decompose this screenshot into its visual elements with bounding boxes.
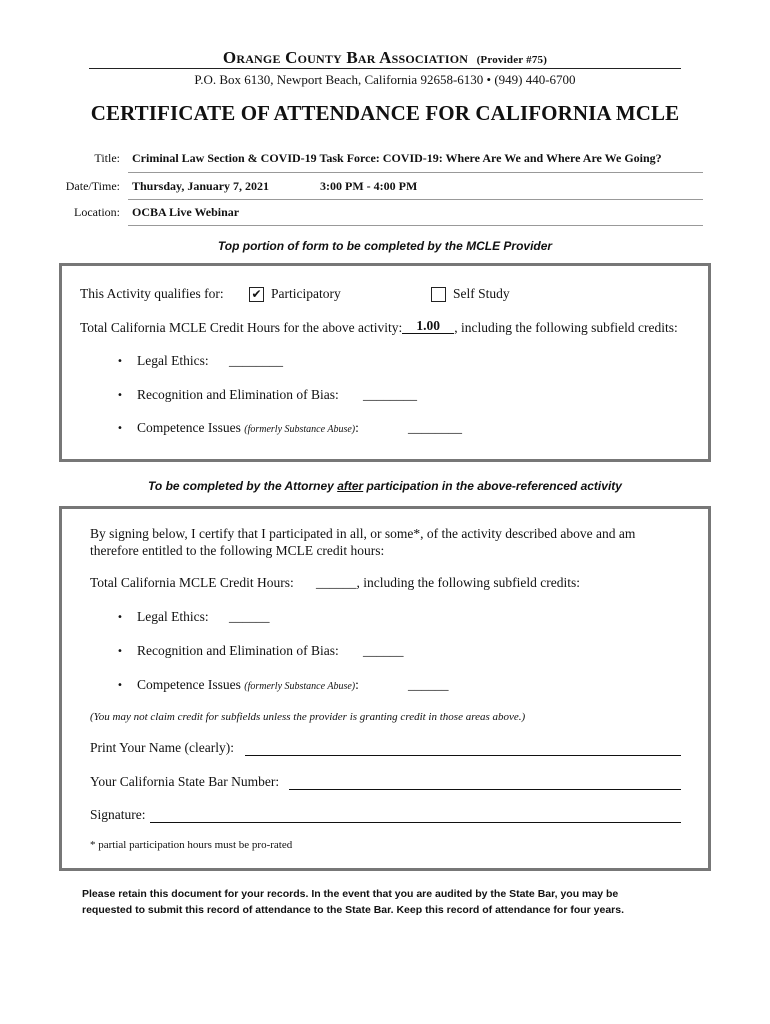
credit-hours-suffix: , including the following subfield credits: [454,320,678,335]
retention-notice [82,886,682,918]
certify-statement [90,525,635,559]
attorney-competence-line [137,677,359,693]
header-rule [89,68,681,69]
location-underline [128,225,703,226]
bias-blank[interactable]: ________ [363,387,417,402]
bullet-icon: • [117,646,123,657]
signature-field[interactable] [150,822,681,823]
credit-hours-value: 1.00 [402,319,454,334]
competence-label: Competence Issues [137,420,241,435]
attorney-competence-colon: : [355,677,359,692]
location-label: Location: [74,205,120,219]
attorney-legal-ethics-blank[interactable]: ______ [229,609,270,624]
datetime-label: Date/Time: [65,179,120,193]
legal-ethics-label: Legal Ethics: [137,353,209,368]
self-study-label: Self Study [453,286,510,301]
location-value: OCBA Live Webinar [132,205,240,219]
competence-line [137,420,359,436]
attorney-credit-hours-line [316,575,580,591]
certify-line-2: therefore entitled to the following MCLE credit hours: [90,543,385,558]
title-underline [128,172,703,173]
attorney-bias-blank[interactable]: ______ [363,643,404,658]
datetime-underline [128,199,703,200]
time-value: 3:00 PM - 4:00 PM [320,179,418,193]
provider-section-note: Top portion of form to be completed by the MCLE Provider [217,239,553,253]
subfield-note: (You may not claim credit for subfields unless the provider is granting credit in those areas above.) [90,711,526,723]
attorney-credit-hours-suffix: , including the following subfield credits: [356,575,580,590]
credit-hours-line [80,319,678,336]
organization-name [0,48,770,68]
title-value: Criminal Law Section & COVID-19 Task Force: COVID-19: Where Are We and Where Are We Going? [132,151,662,165]
bar-number-field[interactable] [289,789,681,790]
print-name-field[interactable] [245,755,681,756]
retention-notice-line-2: requested to submit this record of attendance to the State Bar. Keep this record of attendance for four years. [82,904,625,916]
bullet-icon: • [117,423,123,434]
self-study-checkbox[interactable] [431,287,446,302]
certificate-title: CERTIFICATE OF ATTENDANCE FOR CALIFORNIA MCLE [90,101,680,125]
bullet-icon: • [117,390,123,401]
provider-section-box [59,263,711,462]
attorney-section-box [59,506,711,871]
partial-participation-note: * partial participation hours must be pro-rated [90,839,293,851]
signature-label: Signature: [90,807,146,822]
legal-ethics-blank[interactable]: ________ [229,353,283,368]
qualifies-label: This Activity qualifies for: [80,286,224,301]
bullet-icon: • [117,612,123,623]
attorney-competence-label: Competence Issues [137,677,241,692]
date-value: Thursday, January 7, 2021 [132,179,270,193]
print-name-label: Print Your Name (clearly): [90,740,234,755]
competence-colon: : [355,420,359,435]
attorney-credit-hours-label: Total California MCLE Credit Hours: [90,575,294,590]
bias-label: Recognition and Elimination of Bias: [137,387,339,402]
attorney-note-before: To be completed by the Attorney [148,479,338,493]
attorney-legal-ethics-label: Legal Ethics: [137,609,209,624]
attorney-note-after: participation in the above-referenced activity [363,479,622,493]
retention-notice-line-1: Please retain this document for your records. In the event that you are audited by the State Bar, you may be [82,888,619,900]
attorney-credit-hours-blank[interactable]: ______ [316,575,357,590]
certify-line-1: By signing below, I certify that I participated in all, or some*, of the activity described above and am [90,526,636,541]
attorney-competence-blank[interactable]: ______ [408,677,449,692]
attorney-competence-note: (formerly Substance Abuse) [244,681,356,692]
organization-address: P.O. Box 6130, Newport Beach, California 92658-6130 • (949) 440-6700 [194,72,576,87]
participatory-label: Participatory [271,286,341,301]
provider-number: (Provider #75) [476,54,548,66]
title-label: Title: [94,151,120,165]
competence-note: (formerly Substance Abuse) [244,424,356,435]
attorney-note-after-word: after [337,479,364,493]
credit-hours-prefix: Total California MCLE Credit Hours for the above activity: [80,320,403,335]
attorney-bias-label: Recognition and Elimination of Bias: [137,643,339,658]
organization-title: Orange County Bar Association [222,48,469,67]
checkmark-icon: ✔ [251,287,262,301]
attorney-section-note [0,479,770,493]
bar-number-label: Your California State Bar Number: [90,774,280,789]
participatory-checkbox[interactable] [249,287,264,302]
bullet-icon: • [117,680,123,691]
competence-blank[interactable]: ________ [408,420,462,435]
bullet-icon: • [117,356,123,367]
